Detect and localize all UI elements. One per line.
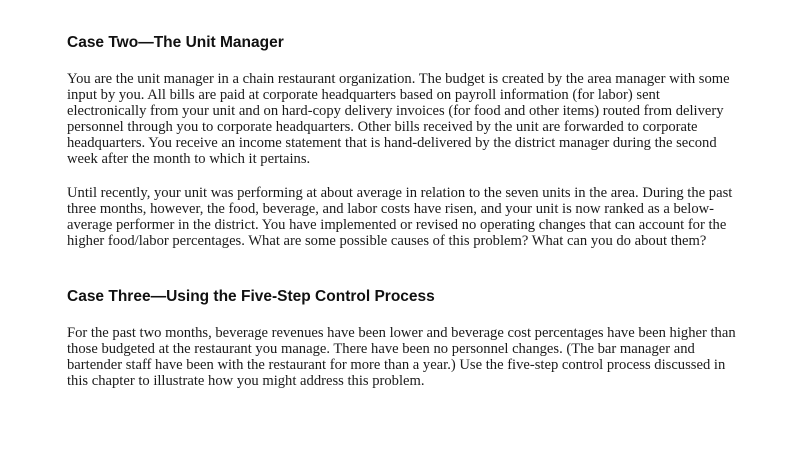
case-two-section [67, 33, 740, 249]
case-three-section [67, 287, 740, 389]
case-two-paragraph-1: You are the unit manager in a chain restaurant organization. The budget is created by the area manager with some input by you. All bills are paid at corporate headquarters based on payroll information (for labor) sent electronically from your unit and on hard-copy delivery invoices (for food and other items) routed from delivery personnel through you to corporate headquarters. Other bills received by the unit are forwarded to corporate headquarters. You receive an income statement that is hand-delivered by the district manager during the second week after the month to which it pertains. [67, 71, 730, 167]
case-three-paragraph-1: For the past two months, beverage revenues have been lower and beverage cost percentages have been higher than those budgeted at the restaurant you manage. There have been no personnel changes. (The bar manager and bartender staff have been with the restaurant for more than a year.) Use the five-step control process discussed in this chapter to illustrate how you might address this problem. [67, 325, 736, 389]
case-three-heading: Case Three—Using the Five-Step Control Process [67, 288, 435, 305]
case-two-paragraph-2: Until recently, your unit was performing at about average in relation to the seven units in the area. During the past three months, however, the food, beverage, and labor costs have risen, and your unit is now ranked as a below-average performer in the district. You have implemented or revised no operating changes that can account for the higher food/labor percentages. What are some possible causes of this problem? What can you do about them? [67, 185, 733, 249]
case-two-heading: Case Two—The Unit Manager [67, 34, 284, 51]
